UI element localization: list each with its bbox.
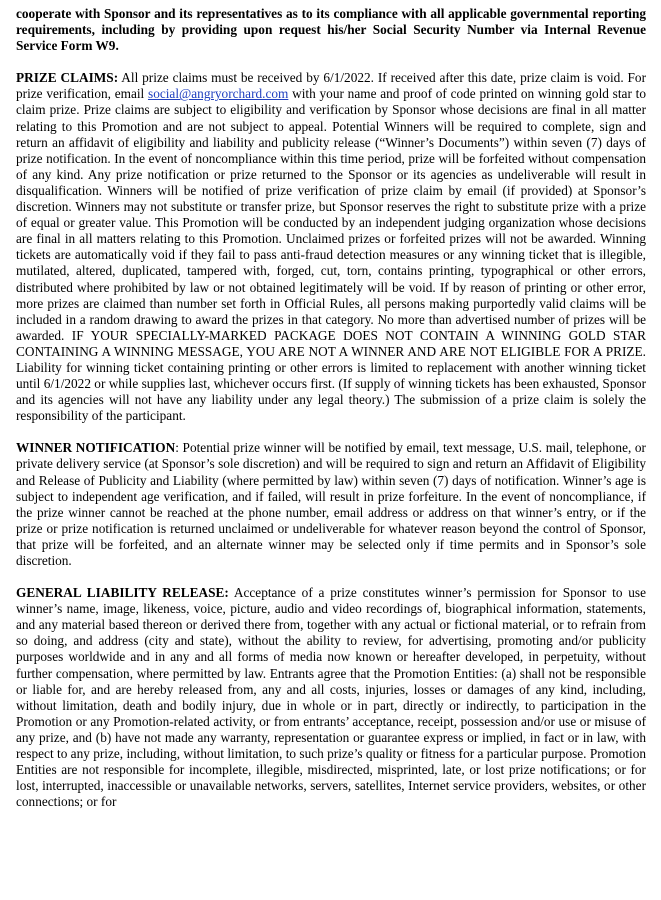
general-liability-heading: GENERAL LIABILITY RELEASE: [16, 585, 229, 601]
general-liability-text: Acceptance of a prize constitutes winner’s permission for Sponsor to use winner’s name, image, likeness, voice, picture, audio and video recordings of, biographical information, statements, and any material based thereon or derived there from, together with any actual or fictional material, or to refrain from so doing, and address (city and state), without the ability to review, for advertising, promoting and/or publicity purposes worldwide and in any and all forms of media now known or hereafter developed, in perpetuity, without further compensation, where permitted by law. Entrants agree that the Promotion Entities: (a) shall not be responsible or liable for, and are hereby released from, any and all costs, injuries, losses or damages of any kind, including, without limitation, death and bodily injury, due in whole or in part, directly or indirectly, to participation in the Promotion or any Promotion-related activity, or from entrants’ acceptance, receipt, possession and/or use or misuse of any prize, and (b) have not made any warranty, representation or guarantee express or implied, in fact or in law, with respect to any prize, including, without limitation, to such prize’s quality or fitness for a particular purpose. Promotion Entities are not responsible for incomplete, illegible, misdirected, misprinted, late, or lost prize notifications; or for lost, interrupted, inaccessible or unavailable networks, servers, satellites, Internet service providers, websites, or other connections; or for [16, 585, 647, 810]
email-link[interactable]: social@angryorchard.com [148, 86, 289, 102]
paragraph-gap [16, 569, 646, 585]
prize-claims-heading: PRIZE CLAIMS: [16, 70, 119, 86]
prize-claims-text-rest: with your name and proof of code printed on winning gold star to claim prize. Prize claims are subject to eligibility and verification by Sponsor whose decisions are final in all matter relating to this Promotion and are not subject to appeal. Potential Winners will be required to complete, sign and return an affidavit of eligibility and liability and publicity release (“Winner’s Documents”) within seven (7) days of prize notification. In the event of noncompliance within this time period, prize will be forfeited without compensation of any kind. Any prize notification or prize returned to the Sponsor or its agencies as undeliverable will result in disqualification. Winners will be notified of prize verification of prize claim by email (if provided) at Sponsor’s discretion. Winners may not substitute or transfer prize, but Sponsor reserves the right to substitute prize with a prize of equal or greater value. This Promotion will be conducted by an independent judging organization whose decisions are final in all matters relating to this Promotion. Unclaimed prizes or forfeited prizes will not be awarded. Winning tickets are automatically void if they fail to pass anti-fraud detection measures or any winning ticket that is illegible, mutilated, altered, duplicated, tampered with, forged, cut, torn, contains printing, typographical or other errors, distributed where prohibited by law or not obtained legitimately will be void. If by reason of printing or other error, more prizes are claimed than number set forth in Official Rules, all persons making purportedly valid claims will be included in a random drawing to award the prizes in that category. No more than advertised number of prizes will be awarded. IF YOUR SPECIALLY-MARKED PACKAGE DOES NOT CONTAIN A WINNING GOLD STAR CONTAINING A WINNING MESSAGE, YOU ARE NOT A WINNER AND ARE NOT ELIGIBLE FOR A PRIZE. Liability for winning ticket containing printing or other errors is limited to replacement with another winning ticket until 6/1/2022 or while supplies last, whichever occurs first. (If supply of winning tickets has been exhausted, Sponsor and its agencies will not have any liability under any legal theory.) The submission of a prize claim is solely the responsibility of the participant. [16, 86, 647, 424]
winner-notification-paragraph [16, 440, 646, 569]
paragraph-gap [16, 424, 646, 440]
winner-notification-heading: WINNER NOTIFICATION [16, 440, 176, 456]
intro-paragraph: cooperate with Sponsor and its representatives as to its compliance with all applicable governmental reporting requirements, including by providing upon request his/her Social Security Number via Internal Revenue Service Form W9. [16, 6, 646, 54]
paragraph-gap [16, 54, 646, 70]
prize-claims-text-start: All prize claims must be received by 6/1/2022. If received after this date, prize claim is void. For prize verification, email [16, 70, 647, 102]
winner-notification-text: : Potential prize winner will be notified by email, text message, U.S. mail, telephone, or private delivery service (at Sponsor’s sole discretion) and will be required to sign and return an Affidavit of Eligibility and Release of Publicity and Liability (where permitted by law) within seven (7) days of notification. Winner’s age is subject to independent age verification, and if failed, will result in prize forfeiture. In the event of noncompliance, if the prize winner cannot be reached at the phone number, email address or address on that winner’s entry, or if the prize or prize notification is returned unclaimed or undeliverable for whatever reason beyond the control of Sponsor, that prize will be forfeited, and an alternate winner may be selected only if time permits and in Sponsor’s sole discretion. [16, 440, 646, 568]
prize-claims-paragraph [16, 70, 646, 424]
general-liability-paragraph [16, 585, 646, 810]
